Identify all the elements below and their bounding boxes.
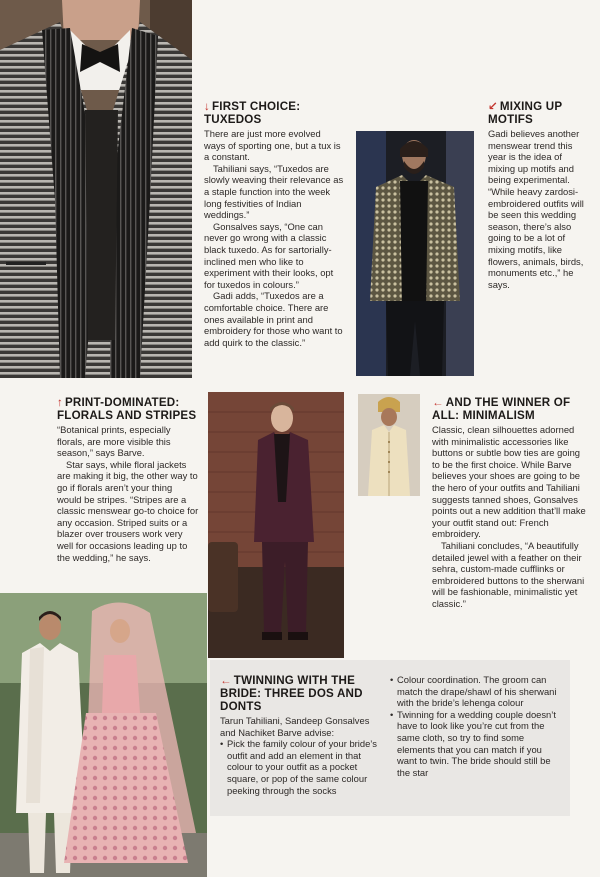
- paragraph: Gonsalves says, “One can never go wrong with a classic black tuxedo. As for sartorially-inclined men who like to experiment with their looks, opt for tuxedos in colours.”: [204, 220, 334, 290]
- bullet-text: Colour coordination. The groom can match the drape/shawl of his sherwani with the bride’s lehenga colour: [397, 674, 557, 709]
- arrow-down-icon: ↓: [204, 100, 210, 113]
- section-twinning-left: [220, 674, 386, 796]
- arrow-up-icon: ↑: [57, 396, 63, 409]
- photo-wedding-couple: [0, 593, 207, 877]
- bullet-mark: •: [390, 708, 394, 720]
- wedding-couple-illustration: [0, 593, 207, 877]
- section-twinning-right: [390, 674, 562, 778]
- section-body: [57, 424, 199, 563]
- section-minimalism-body: [432, 424, 590, 610]
- paragraph: Tarun Tahiliani, Sandeep Gonsalves and Nachiket Barve advise:: [220, 715, 370, 738]
- section-heading: [488, 100, 588, 126]
- section-mixing-motifs: [488, 100, 588, 290]
- paragraph: Gadi adds, “Tuxedos are a comfortable choice. There are ones available in print and embroidery for those who want to add quirk to the classic.”: [204, 290, 343, 348]
- bullet-mark: •: [220, 738, 224, 750]
- section-body: [204, 128, 344, 348]
- section-body: [220, 715, 386, 796]
- section-print-dominated: [57, 396, 199, 563]
- maroon-suit-illustration: [208, 392, 344, 658]
- heading-text: FIRST CHOICE: TUXEDOS: [204, 100, 301, 126]
- section-heading: [57, 396, 199, 422]
- paragraph: “Botanical prints, especially florals, are more visible this season,” says Barve.: [57, 424, 171, 459]
- embroidered-jacket-illustration: [356, 131, 474, 376]
- paragraph: There are just more evolved ways of sporting one, but a tux is a constant.: [204, 128, 341, 163]
- heading-text: AND THE WINNER OF ALL: MINIMALISM: [432, 396, 571, 422]
- section-body: [488, 128, 588, 290]
- paragraph: Tahiliani concludes, “A beautifully detailed jewel with a feather on their sehra, custom-made cufflinks or embroidered buttons to the sherwani will be fashionable, minimalistic yet classic.”: [432, 539, 585, 609]
- photo-embroidered-jacket: [356, 131, 474, 376]
- photo-maroon-suit: [208, 392, 344, 658]
- section-heading: [220, 674, 386, 713]
- section-minimalism: [432, 396, 590, 424]
- bullet-item: [390, 674, 562, 709]
- arrow-diagonal-icon: ↙: [488, 100, 498, 113]
- photo-ivory-sherwani: [358, 394, 420, 496]
- section-heading: [204, 100, 344, 126]
- section-heading: [432, 396, 590, 422]
- striped-tuxedo-illustration: [0, 0, 192, 378]
- paragraph: Classic, clean silhouettes adorned with minimalistic accessories like buttons or subtle bow ties are going to be the first choice. While Barve believes your shoes are going to be the hero of your outfits and Tahiliani suggests tanned shoes, Gonsalves points out a new addition that’ll make your outfit stand out: French embroidery.: [432, 424, 586, 540]
- sherwani-illustration: [358, 394, 420, 496]
- heading-text: PRINT-DOMINATED: FLORALS AND STRIPES: [57, 396, 197, 422]
- heading-text: MIXING UP MOTIFS: [488, 100, 563, 126]
- section-first-choice: [204, 100, 344, 348]
- bullet-item: [220, 738, 386, 796]
- paragraph: Tahiliani says, “Tuxedos are slowly weaving their relevance as a staple function into the week long festivities of Indian weddings.”: [204, 162, 344, 221]
- arrow-left-icon: ←: [220, 674, 232, 687]
- photo-striped-tuxedo: [0, 0, 192, 378]
- bullet-text: Twinning for a wedding couple doesn’t have to look like you’re cut from the same cloth, so try to find some elements that you can match if you want to twin. The bride should still be the star: [397, 708, 556, 778]
- bullet-mark: •: [390, 674, 394, 685]
- heading-text: TWINNING WITH THE BRIDE: THREE DOS AND DONTS: [220, 674, 363, 713]
- arrow-left-icon: ←: [432, 396, 444, 409]
- bullet-item: [390, 709, 562, 779]
- bullet-text: Pick the family colour of your bride’s outfit and add an element in that colour to your outfit as a pocket square, or pop of the same colour peeking through the socks: [227, 738, 377, 796]
- paragraph: Gadi believes another menswear trend this year is the idea of mixing up motifs and being experimental. “While heavy zardosi-embroidered outfits will be seen this wedding season, there’s also going to be a lot of mixing motifs, like flowers, animals, birds, monuments etc.,” he says.: [488, 128, 584, 290]
- paragraph: Star says, while floral jackets are making it big, the other way to go if florals aren’t your thing would be stripes. “Stripes are a classic menswear go-to choice for any occasion. Striped suits or a blazer over trousers work very well for occasions leading up to the wedding,” he says.: [57, 458, 199, 563]
